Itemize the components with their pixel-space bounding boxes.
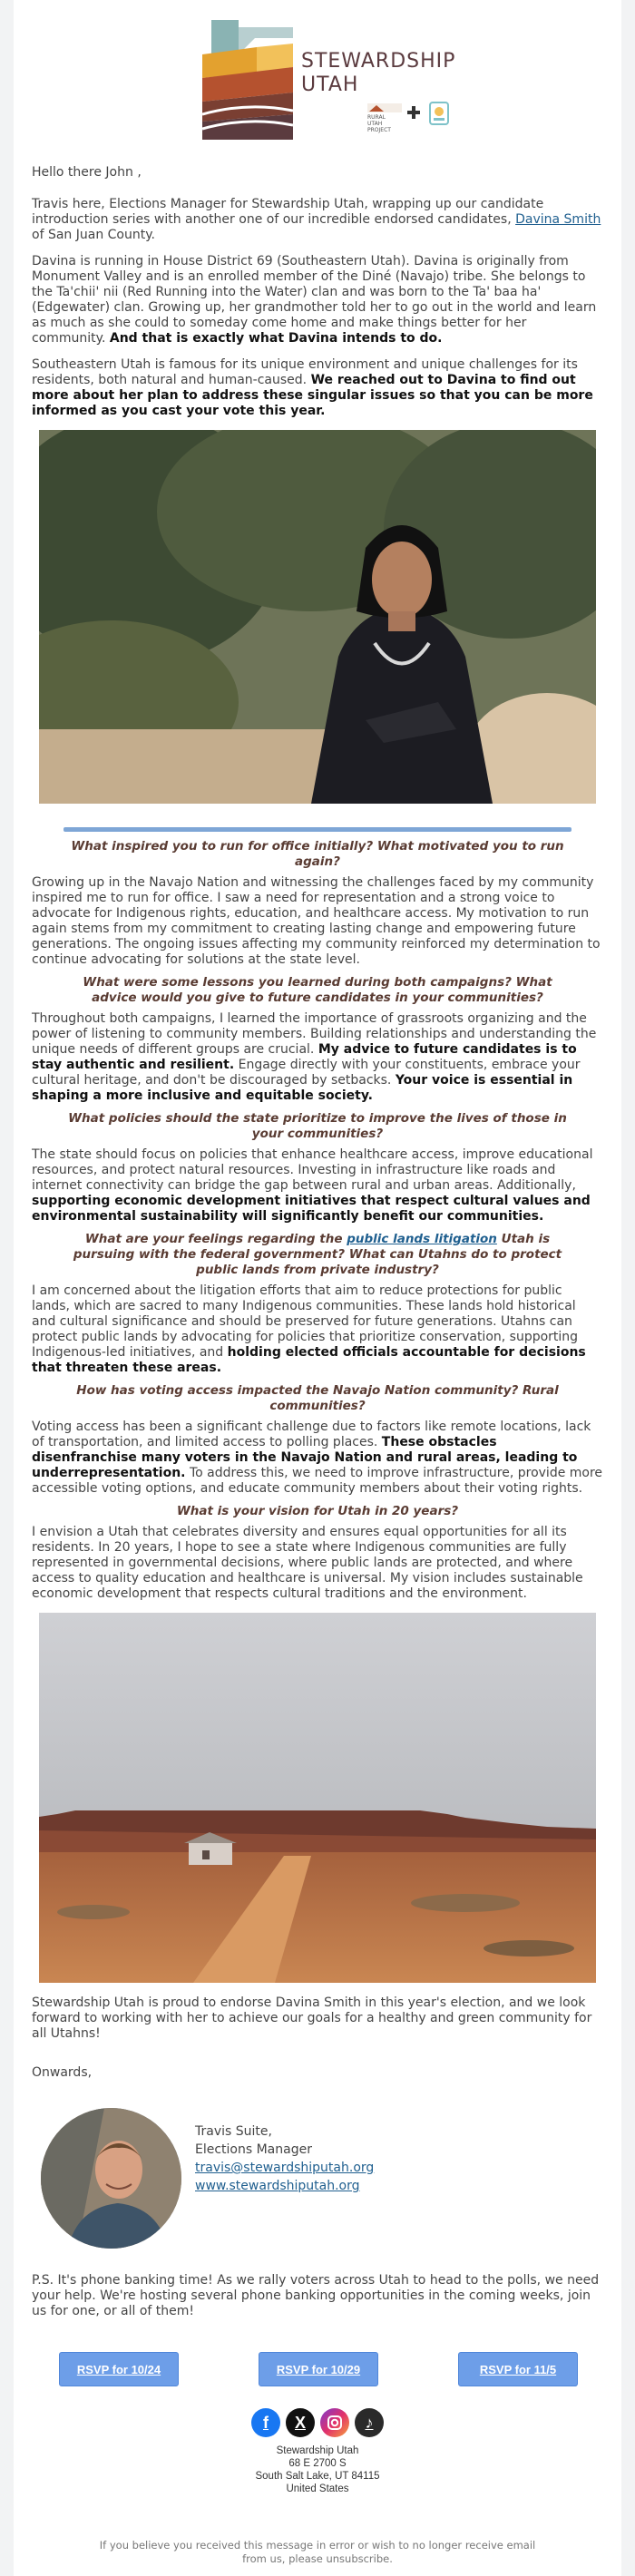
cross-icon (406, 105, 421, 120)
answer-4 (32, 1283, 603, 1376)
answer-5 (32, 1420, 603, 1497)
portrait-illustration (39, 430, 596, 804)
brand-name (301, 50, 455, 97)
answer-2-bold: My advice to future candidates is to stay authentic and resilient. (32, 1042, 577, 1072)
landscape-illustration (39, 1613, 596, 1983)
question-4-text: What are your feelings regarding the (84, 1232, 347, 1246)
brand-name-line1: STEWARDSHIP (301, 50, 456, 73)
facebook-icon[interactable]: f (251, 2408, 280, 2437)
bio-bold: And that is exactly what Davina intends to do. (109, 331, 443, 346)
question-4 (59, 1232, 576, 1278)
instagram-icon[interactable] (320, 2408, 349, 2437)
x-icon[interactable]: X (286, 2408, 315, 2437)
answer-4-text: I am concerned about the litigation efforts that aim to reduce protections for public lands, which are sacred to many Indigenous communities. These lands hold historical and cultural significance and should be preserved for future generations. Utahns can protect public lands by advocating for policies that prioritize conservation, supporting Indigenous-led initiatives, and (32, 1283, 579, 1360)
bio-text: Davina is running in House District 69 (Southeastern Utah). Davina is originally from Monument Valley and is an enrolled member of the Diné (Navajo) tribe. She belongs to the Ta'chii' nii (Red Running into the Water) clan and was born to the Ta' baa ha' (Edgewater) clan. Growing up, her grandmother told her to go out in the world and learn as much as she could to someday come home and make things better for her community. (32, 254, 597, 346)
stewardship-logo-icon (202, 20, 293, 140)
rsvp-buttons (32, 2352, 603, 2388)
answer-3-text: The state should focus on policies that enhance healthcare access, improve educational resources, and protect natural resources. Investing in infrastructure like roads and internet connectivity can bridge the gap between rural and urban areas. Additionally, (32, 1147, 593, 1193)
answer-3-bold: supporting economic development initiatives that respect cultural values and environmental sustainability will significantly benefit our communities. (32, 1194, 591, 1224)
rsvp-115-button[interactable]: RSVP for 11/5 (458, 2352, 578, 2386)
answer-2-bold-2: Your voice is essential in shaping a more inclusive and equitable society. (32, 1073, 573, 1103)
header-logo (32, 0, 603, 145)
address-city: South Salt Lake, UT 84115 (255, 2471, 380, 2482)
partner-badge-icon (429, 102, 449, 125)
website-link[interactable]: www.stewardshiputah.org (195, 2179, 360, 2193)
question-1: What inspired you to run for office initially? What motivated you to run again? (71, 839, 564, 869)
rural-utah-project-icon (367, 103, 402, 112)
postal-address (32, 2444, 603, 2495)
ps-paragraph: P.S. It's phone banking time! As we rally voters across Utah to head to the polls, we need your help. We're hosting several phone banking opportunities in the coming weeks, join us for one, or all of them! (32, 2273, 600, 2318)
greeting: Hello there John , (32, 165, 142, 180)
endorsement-paragraph: Stewardship Utah is proud to endorse Davina Smith in this year's election, and we look forward to working with her to achieve our goals for a healthy and green community for all Utahns! (32, 1995, 592, 2041)
address-country: United States (286, 2483, 349, 2494)
instagram-glyph-icon (327, 2415, 343, 2431)
monument-valley-landscape-image (39, 1613, 596, 1983)
avatar-illustration (41, 2108, 181, 2249)
email-link[interactable]: travis@stewardshiputah.org (195, 2161, 375, 2175)
answer-5-bold: These obstacles disenfranchise many voters in the Navajo Nation and rural areas, leading to underrepresentation. (32, 1435, 578, 1480)
bio-paragraph (32, 254, 603, 346)
email-body (14, 0, 621, 2576)
southeastern-bold: We reached out to Davina to find out more about her plan to address these singular issues so that you can be more informed as you cast your vote this year. (32, 373, 593, 418)
answer-6: I envision a Utah that celebrates diversity and ensures equal opportunities for all its residents. In 20 years, I hope to see a state where Indigenous communities are fully represented in governmental decisions, where public lands are protected, and where access to quality education and healthcare is universal. My vision includes sustainable economic development that respects cultural traditions and the environment. (32, 1525, 583, 1601)
signature-lines (195, 2122, 374, 2195)
question-6: What is your vision for Utah in 20 years? (176, 1504, 459, 1518)
signature-name: Travis Suite, (195, 2124, 272, 2139)
intro-text: Travis here, Elections Manager for Stewardship Utah, wrapping up our candidate introduction series with another one of our incredible endorsed candidates, (32, 197, 544, 227)
unsubscribe-footer[interactable]: If you believe you received this message in error or wish to no longer receive email from us, please unsubscribe. (99, 2539, 536, 2565)
answer-3 (32, 1147, 603, 1225)
question-5: How has voting access impacted the Navajo Nation community? Rural communities? (76, 1383, 559, 1413)
question-2: What were some lessons you learned during both campaigns? What advice would you give to future candidates in your communities? (83, 975, 552, 1005)
partner-rural-utah (367, 103, 402, 133)
question-4-text-end: Utah is pursuing with the federal government? What can Utahns do to protect public lands from private industry? (73, 1232, 562, 1277)
signoff: Onwards, (32, 2065, 93, 2080)
question-3: What policies should the state prioritize to improve the lives of those in your communities? (68, 1111, 567, 1141)
intro-paragraph (32, 197, 603, 243)
answer-5-text-2: To address this, we need to improve infrastructure, provide more accessible voting options, and educate community members about their voting rights. (32, 1466, 603, 1496)
public-lands-litigation-link[interactable]: public lands litigation (347, 1232, 497, 1246)
tiktok-icon[interactable]: ♪ (355, 2408, 384, 2437)
davina-portrait-image (39, 430, 596, 804)
travis-avatar (41, 2108, 181, 2249)
southeastern-text: Southeastern Utah is famous for its unique environment and unique challenges for its residents, both natural and human-caused. (32, 357, 578, 387)
section-divider (64, 827, 572, 832)
signature-title: Elections Manager (195, 2142, 312, 2157)
southeastern-paragraph (32, 357, 603, 419)
email-content (14, 0, 621, 2566)
rsvp-1029-button[interactable]: RSVP for 10/29 (259, 2352, 378, 2386)
partner-name: RURAL UTAH PROJECT (367, 114, 391, 133)
rsvp-1024-button[interactable]: RSVP for 10/24 (59, 2352, 179, 2386)
answer-2 (32, 1011, 603, 1104)
answer-4-bold: holding elected officials accountable for decisions that threaten these areas. (32, 1345, 586, 1375)
answer-2-text-2: Engage directly with your constituents, embrace your cultural heritage, and don't be discouraged by setbacks. (32, 1058, 581, 1088)
social-links (32, 2408, 603, 2437)
address-street: 68 E 2700 S (288, 2458, 347, 2469)
intro-text-end: of San Juan County. (32, 228, 155, 242)
answer-5-text: Voting access has been a significant challenge due to factors like remote locations, lack of transportation, and limited access to polling places. (32, 1420, 591, 1449)
answer-2-text: Throughout both campaigns, I learned the importance of grassroots organizing and the power of listening to community members. Building relationships and understanding the unique needs of different groups are crucial. (32, 1011, 597, 1057)
signature-block (32, 2108, 603, 2253)
brand-name-line2: UTAH (301, 73, 359, 96)
answer-1: Growing up in the Navajo Nation and witnessing the challenges faced by my community inspired me to run for office. I saw a need for representation and a strong voice to advocate for Indigenous rights, education, and healthcare access. My motivation to run again stems from my commitment to creating lasting change and empowering future generations. The ongoing issues affecting my community reinforced my determination to continue advocating for solutions at the state level. (32, 875, 601, 967)
address-org: Stewardship Utah (276, 2445, 359, 2456)
davina-smith-link[interactable]: Davina Smith (515, 212, 601, 227)
